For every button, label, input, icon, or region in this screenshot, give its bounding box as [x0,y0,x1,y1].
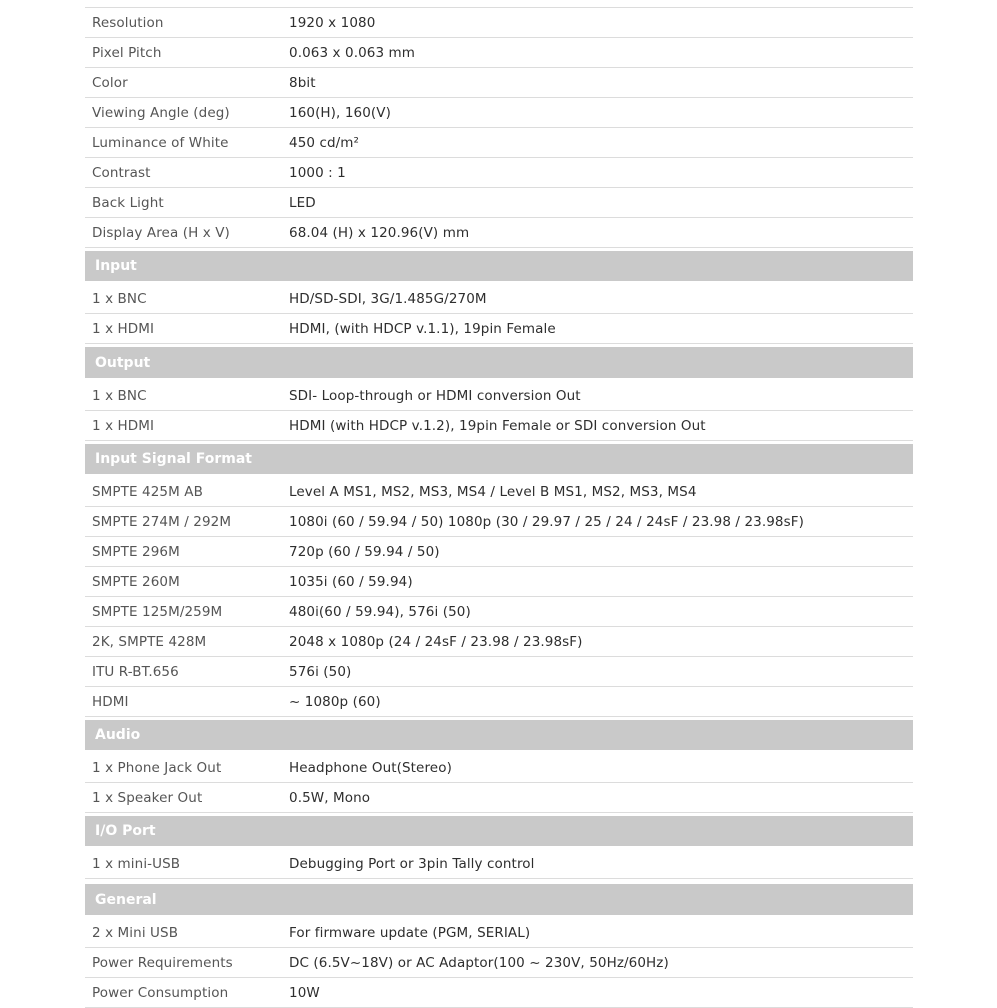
spec-label: Resolution [92,14,164,31]
spec-row-firmware-usb [85,918,913,948]
spec-label: Viewing Angle (deg) [92,104,230,121]
spec-value: LED [289,194,316,211]
spec-row-input-hdmi [85,314,913,344]
spec-value: 450 cd/m² [289,134,360,151]
spec-label: 1 x Speaker Out [92,789,203,806]
spec-value: HDMI (with HDCP v.1.2), 19pin Female or SDI conversion Out [289,417,706,434]
spec-label: 2 x Mini USB [92,924,179,941]
spec-value: HD/SD-SDI, 3G/1.485G/270M [289,290,487,307]
spec-label: 1 x Phone Jack Out [92,759,222,776]
spec-value: HDMI, (with HDCP v.1.1), 19pin Female [289,320,556,337]
spec-label: 1 x mini-USB [92,855,181,872]
spec-value: 1920 x 1080 [289,14,376,31]
section-header-audio: Audio [85,720,913,750]
spec-row-smpte-274m [85,507,913,537]
spec-value: DC (6.5V~18V) or AC Adaptor(100 ~ 230V, 50Hz/60Hz) [289,954,669,971]
spec-row-smpte-296m [85,537,913,567]
spec-row-hdmi-format [85,687,913,717]
spec-row-color [85,68,913,98]
spec-value: 0.063 x 0.063 mm [289,44,416,61]
spec-value: SDI- Loop-through or HDMI conversion Out [289,387,581,404]
spec-row-mini-usb [85,849,913,879]
spec-row-output-hdmi [85,411,913,441]
section-header-output: Output [85,347,913,378]
spec-label: Pixel Pitch [92,44,162,61]
spec-row-pixel-pitch [85,38,913,68]
spec-row-display-area [85,218,913,248]
spec-label: SMPTE 296M [92,543,180,560]
spec-table [85,0,913,1008]
spec-value: ~ 1080p (60) [289,693,381,710]
spec-row-viewing-angle [85,98,913,128]
spec-row-output-bnc [85,381,913,411]
spec-label: 1 x BNC [92,290,147,307]
spec-row-speaker-out [85,783,913,813]
spec-value: 8bit [289,74,316,91]
spec-label: Power Requirements [92,954,233,971]
spec-value: 720p (60 / 59.94 / 50) [289,543,440,560]
spec-label: Back Light [92,194,164,211]
spec-label: ITU R-BT.656 [92,663,179,680]
section-header-io-port: I/O Port [85,816,913,846]
spec-label: Contrast [92,164,151,181]
spec-label: 1 x HDMI [92,417,155,434]
spec-row-smpte-425m [85,477,913,507]
spec-value: 68.04 (H) x 120.96(V) mm [289,224,470,241]
spec-label: 2K, SMPTE 428M [92,633,207,650]
spec-value: 10W [289,984,320,1001]
spec-label: SMPTE 125M/259M [92,603,223,620]
spec-value: Level A MS1, MS2, MS3, MS4 / Level B MS1, MS2, MS3, MS4 [289,483,697,500]
spec-label: Display Area (H x V) [92,224,230,241]
spec-value: Debugging Port or 3pin Tally control [289,855,535,872]
spec-label: Power Consumption [92,984,229,1001]
spec-value: 1000 : 1 [289,164,346,181]
spec-row-itu-r-bt656 [85,657,913,687]
spec-row-smpte-260m [85,567,913,597]
spec-row-contrast [85,158,913,188]
spec-row-power-requirements [85,948,913,978]
spec-value: 1035i (60 / 59.94) [289,573,413,590]
spec-label: 1 x HDMI [92,320,155,337]
spec-row-back-light [85,188,913,218]
spec-value: 1080i (60 / 59.94 / 50) 1080p (30 / 29.97 / 25 / 24 / 24sF / 23.98 / 23.98sF) [289,513,804,530]
spec-row-partial [85,0,913,8]
spec-label: Color [92,74,128,91]
spec-value: Headphone Out(Stereo) [289,759,452,776]
spec-label: HDMI [92,693,129,710]
spec-label: SMPTE 260M [92,573,180,590]
spec-row-input-bnc [85,284,913,314]
spec-value: 160(H), 160(V) [289,104,391,121]
spec-row-phone-jack [85,753,913,783]
spec-row-smpte-125m [85,597,913,627]
section-header-input: Input [85,251,913,281]
spec-value: 0.5W, Mono [289,789,371,806]
spec-row-2k-smpte-428m [85,627,913,657]
spec-row-resolution [85,8,913,38]
section-header-general: General [85,884,913,915]
spec-value: 480i(60 / 59.94), 576i (50) [289,603,471,620]
section-header-input-signal-format: Input Signal Format [85,444,913,474]
spec-value: 576i (50) [289,663,352,680]
spec-row-power-consumption [85,978,913,1008]
spec-label: Luminance of White [92,134,229,151]
spec-label: 1 x BNC [92,387,147,404]
spec-row-luminance [85,128,913,158]
spec-value: 2048 x 1080p (24 / 24sF / 23.98 / 23.98sF) [289,633,583,650]
spec-label: SMPTE 425M AB [92,483,203,500]
spec-label: SMPTE 274M / 292M [92,513,232,530]
spec-value: For firmware update (PGM, SERIAL) [289,924,531,941]
